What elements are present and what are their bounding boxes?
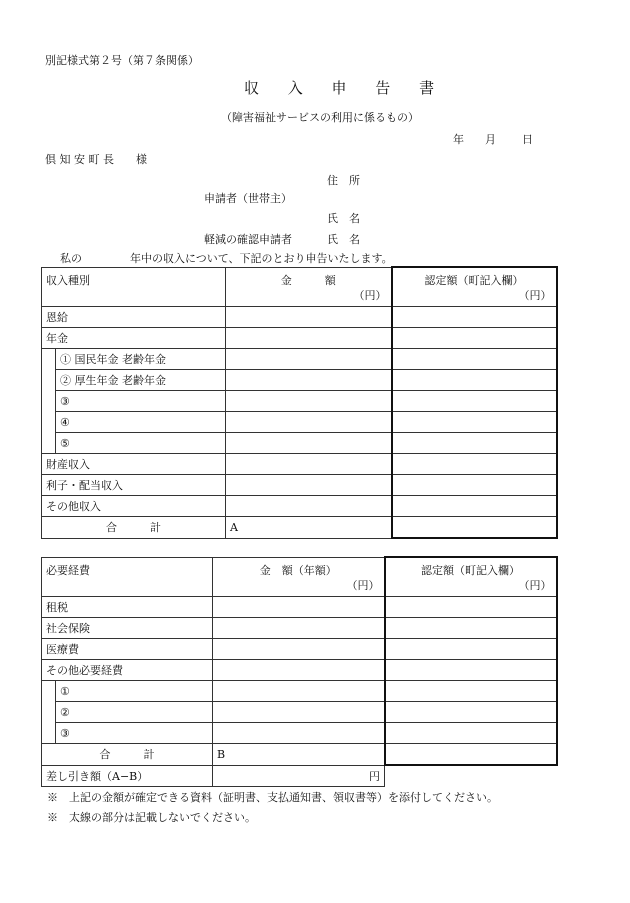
expense-row-label[interactable]: ①: [56, 681, 213, 702]
income-header-type: 収入種別: [42, 267, 226, 307]
note-thick-lines: ※ 太線の部分は記載しないでください。: [47, 811, 256, 824]
income-row-label: [56, 349, 226, 370]
reduction-name-label: 氏 名: [327, 233, 360, 246]
expense-row-label[interactable]: ②: [56, 702, 213, 723]
income-header-amount-unit: （円）: [353, 288, 387, 302]
expense-row-sub1: [42, 681, 557, 702]
income-header-approved-unit: （円）: [518, 289, 552, 302]
income-amount-cell[interactable]: [226, 454, 392, 475]
expense-header-approved: [385, 557, 557, 597]
applicant-name-label: 氏 名: [327, 212, 360, 225]
income-approved-cell: [392, 496, 557, 517]
expense-amount-cell[interactable]: [213, 597, 385, 618]
income-amount-cell[interactable]: [226, 328, 392, 349]
expense-amount-cell[interactable]: [213, 660, 385, 681]
expense-header-amount-label: 金 額（年額）: [259, 563, 337, 577]
income-row-sub2: [42, 370, 557, 391]
expense-row-sonota: [42, 660, 557, 681]
intro-suffix: 年中の収入について、下記のとおり申告いたします。: [130, 252, 393, 265]
expense-approved-cell: [385, 639, 557, 660]
expense-row-label: 租税: [42, 597, 213, 618]
income-amount-cell[interactable]: [226, 370, 392, 391]
income-row-sub1: [42, 349, 557, 370]
indent-gap: [42, 412, 56, 433]
income-amount-cell[interactable]: [226, 391, 392, 412]
expense-header-approved-label: 認定額（町記入欄）: [421, 564, 520, 577]
income-header-amount-label: 金 額: [280, 273, 336, 287]
income-approved-total-cell: [392, 517, 557, 539]
expense-row-total: [42, 744, 557, 766]
income-row-total: [42, 517, 557, 539]
note-attachment: ※ 上記の金額が確定できる資料（証明書、支払通知書、領収書等）を添付してください。: [47, 791, 498, 804]
indent-gap: [42, 723, 56, 744]
income-row-label: [56, 370, 226, 391]
income-row-label: 恩給: [42, 307, 226, 328]
income-amount-cell[interactable]: [226, 475, 392, 496]
expense-row-iryo: [42, 639, 557, 660]
expense-amount-cell[interactable]: [213, 639, 385, 660]
expense-amount-cell[interactable]: [213, 618, 385, 639]
income-header-approved-label: 認定額（町記入欄）: [424, 274, 524, 287]
indent-gap: [42, 681, 56, 702]
income-row-label[interactable]: ③: [56, 391, 226, 412]
diff-empty-cell: [385, 765, 557, 786]
income-amount-cell[interactable]: [226, 412, 392, 433]
income-amount-cell[interactable]: [226, 496, 392, 517]
intro-prefix: 私の: [60, 252, 82, 265]
income-row-zaisan: [42, 454, 557, 475]
form-id: 別記様式第２号（第７条関係）: [45, 54, 199, 67]
income-row-label: 年金: [42, 328, 226, 349]
sub-label: 厚生年金 老齢年金: [74, 374, 166, 387]
income-approved-cell: [392, 307, 557, 328]
form-subtitle: （障害福祉サービスの利用に係るもの）: [221, 111, 419, 124]
date-month-label: 月: [485, 133, 496, 146]
expense-approved-cell: [385, 660, 557, 681]
expense-header-approved-unit: （円）: [518, 579, 552, 592]
expense-row-sub3: [42, 723, 557, 744]
expense-row-label: 医療費: [42, 639, 213, 660]
form-title: 収 入 申 告 書: [244, 79, 447, 97]
expense-approved-cell: [385, 618, 557, 639]
income-table: [41, 266, 558, 539]
indent-gap: [42, 349, 56, 370]
applicant-head-label: 申請者（世帯主）: [204, 192, 292, 205]
indent-gap: [42, 702, 56, 723]
date-year-label: 年: [453, 133, 464, 146]
expense-approved-cell: [385, 702, 557, 723]
sub-number: ①: [60, 353, 71, 366]
income-approved-cell: [392, 328, 557, 349]
reduction-applicant-label: 軽減の確認申請者: [204, 233, 292, 246]
expense-row-label: 社会保険: [42, 618, 213, 639]
indent-gap: [42, 433, 56, 454]
income-approved-cell: [392, 412, 557, 433]
income-row-label: その他収入: [42, 496, 226, 517]
date-day-label: 日: [522, 133, 533, 146]
expense-header-amount: [213, 557, 385, 597]
indent-gap: [42, 391, 56, 412]
income-approved-cell: [392, 370, 557, 391]
sub-label: 国民年金 老齢年金: [74, 353, 166, 366]
expense-amount-cell[interactable]: [213, 702, 385, 723]
income-approved-cell: [392, 433, 557, 454]
income-approved-cell: [392, 454, 557, 475]
income-row-label[interactable]: ④: [56, 412, 226, 433]
expense-amount-cell[interactable]: [213, 723, 385, 744]
expense-approved-cell: [385, 597, 557, 618]
income-row-sub3: [42, 391, 557, 412]
expense-amount-cell[interactable]: [213, 681, 385, 702]
income-amount-cell[interactable]: [226, 433, 392, 454]
diff-label: 差し引き額（A−B）: [42, 765, 213, 786]
income-amount-cell[interactable]: [226, 307, 392, 328]
income-header-approved: [392, 267, 557, 307]
sub-number: ②: [60, 374, 71, 387]
expense-header-amount-unit: （円）: [346, 578, 380, 592]
income-amount-cell[interactable]: [226, 349, 392, 370]
expense-row-sub2: [42, 702, 557, 723]
indent-gap: [42, 370, 56, 391]
expense-row-label[interactable]: ③: [56, 723, 213, 744]
diff-unit: 円: [369, 769, 380, 783]
expense-row-sozei: [42, 597, 557, 618]
income-approved-cell: [392, 349, 557, 370]
income-approved-cell: [392, 475, 557, 496]
expense-row-shakai: [42, 618, 557, 639]
income-row-sonota: [42, 496, 557, 517]
income-row-rishi: [42, 475, 557, 496]
addressee: 倶 知 安 町 長 様: [45, 153, 147, 166]
income-row-onkyu: [42, 307, 557, 328]
income-row-label[interactable]: ⑤: [56, 433, 226, 454]
income-row-label: 財産収入: [42, 454, 226, 475]
income-row-label: 利子・配当収入: [42, 475, 226, 496]
address-label: 住 所: [327, 174, 360, 187]
income-row-sub4: [42, 412, 557, 433]
expense-total-cell[interactable]: [213, 744, 385, 766]
expense-header-type: 必要経費: [42, 557, 213, 597]
diff-amount-cell[interactable]: [213, 765, 385, 786]
expense-approved-total-cell: [385, 744, 557, 766]
income-row-nenkin: [42, 328, 557, 349]
income-total-label: 合 計: [42, 517, 226, 539]
income-header-amount: [226, 267, 392, 307]
expense-table: [41, 556, 558, 787]
income-row-sub5: [42, 433, 557, 454]
expense-approved-cell: [385, 681, 557, 702]
total-mark-b: B: [217, 747, 226, 761]
expense-row-label: その他必要経費: [42, 660, 213, 681]
income-total-cell[interactable]: [226, 517, 392, 539]
total-mark-a: A: [230, 520, 238, 534]
expense-approved-cell: [385, 723, 557, 744]
expense-total-label: 合 計: [42, 744, 213, 766]
expense-row-diff: [42, 765, 557, 786]
income-approved-cell: [392, 391, 557, 412]
